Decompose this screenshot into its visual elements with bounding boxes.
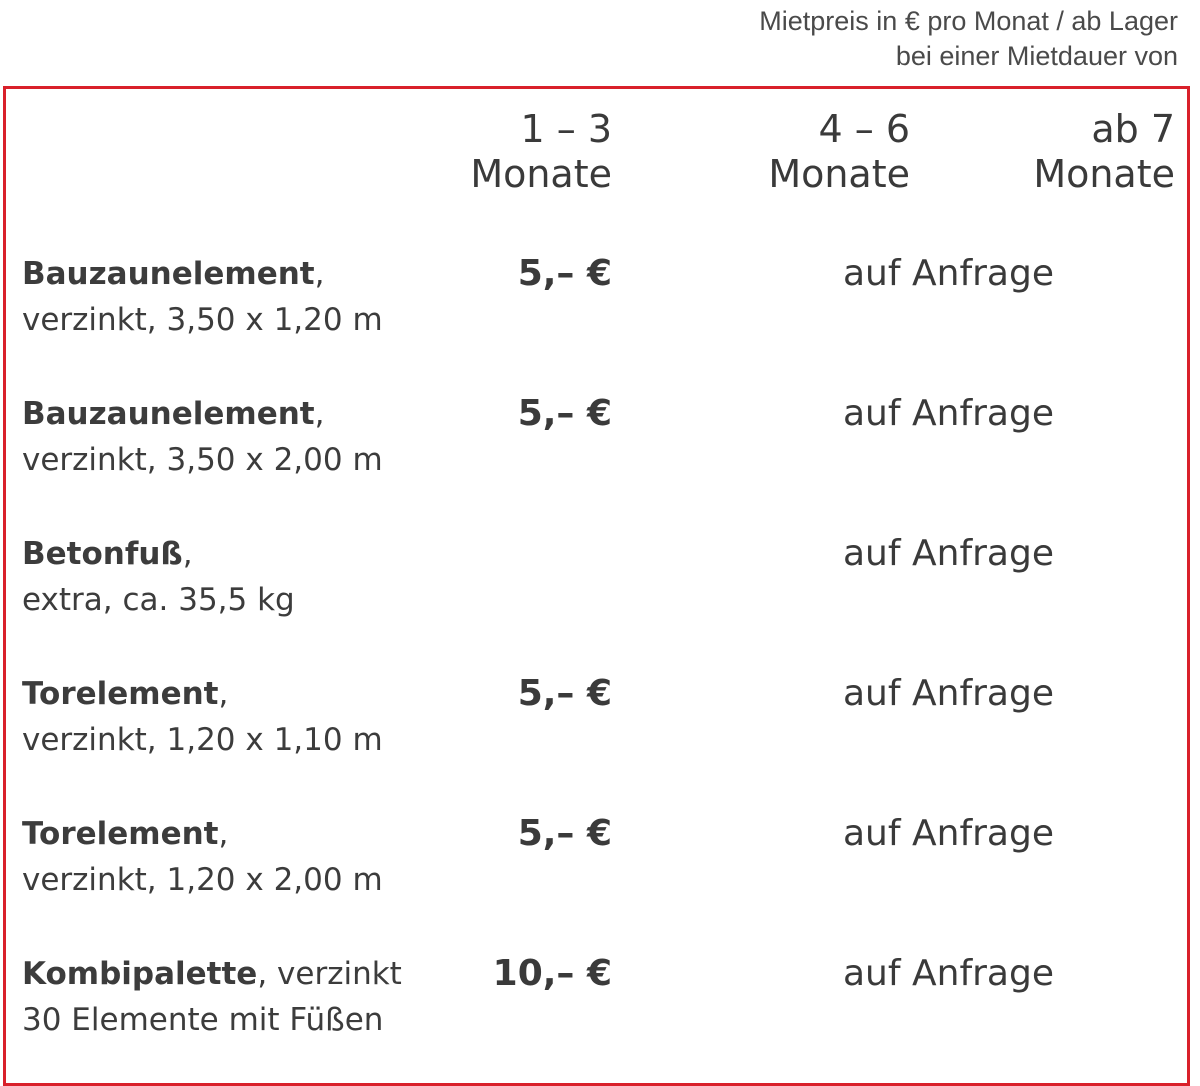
item-name (22, 531, 193, 577)
item-price: 5,– € (517, 813, 612, 854)
item-name-suffix: , (314, 256, 325, 292)
item-on-request: auf Anfrage (843, 673, 1054, 714)
item-detail: verzinkt, 1,20 x 2,00 m (22, 862, 383, 898)
item-on-request: auf Anfrage (843, 953, 1054, 994)
item-detail: 30 Elemente mit Füßen (22, 1002, 384, 1038)
item-name-suffix: , (182, 536, 193, 572)
item-detail: extra, ca. 35,5 kg (22, 582, 295, 618)
price-note-line-1: Mietpreis in € pro Monat / ab Lager (759, 6, 1178, 36)
item-on-request: auf Anfrage (843, 393, 1054, 434)
item-detail: verzinkt, 1,20 x 1,10 m (22, 722, 383, 758)
item-name (22, 391, 324, 437)
column-header-range: 1 – 3 (520, 107, 612, 151)
item-name-suffix: , (218, 816, 229, 852)
item-name-bold: Kombipalette (22, 956, 258, 992)
item-name (22, 811, 228, 857)
table-row (0, 811, 1200, 931)
item-name-bold: Bauzaunelement (22, 256, 315, 292)
table-row (0, 531, 1200, 651)
item-name (22, 951, 402, 997)
item-detail: verzinkt, 3,50 x 1,20 m (22, 302, 383, 338)
item-name-bold: Torelement (22, 676, 219, 712)
item-name-suffix: , verzinkt (257, 956, 402, 992)
item-name-suffix: , (218, 676, 229, 712)
item-on-request: auf Anfrage (843, 813, 1054, 854)
item-price: 10,– € (492, 953, 612, 994)
item-name (22, 251, 324, 297)
table-row (0, 951, 1200, 1071)
item-on-request: auf Anfrage (843, 253, 1054, 294)
table-row (0, 671, 1200, 791)
table-row (0, 391, 1200, 511)
item-name-bold: Bauzaunelement (22, 396, 315, 432)
item-on-request: auf Anfrage (843, 533, 1054, 574)
table-row (0, 251, 1200, 371)
column-header-unit: Monate (470, 152, 612, 196)
item-name-bold: Betonfuß (22, 536, 183, 572)
item-price: 5,– € (517, 253, 612, 294)
column-header-4-6-months (768, 107, 910, 197)
item-name (22, 671, 228, 717)
item-detail: verzinkt, 3,50 x 2,00 m (22, 442, 383, 478)
column-header-range: ab 7 (1091, 107, 1175, 151)
item-name-bold: Torelement (22, 816, 219, 852)
column-header-unit: Monate (768, 152, 910, 196)
price-note (759, 4, 1178, 74)
item-price: 5,– € (517, 673, 612, 714)
column-header-range: 4 – 6 (818, 107, 910, 151)
column-header-1-3-months (470, 107, 612, 197)
column-header-from-7-months (1033, 107, 1175, 197)
item-price: 5,– € (517, 393, 612, 434)
item-name-suffix: , (314, 396, 325, 432)
price-note-line-2: bei einer Mietdauer von (895, 41, 1178, 71)
column-header-unit: Monate (1033, 152, 1175, 196)
